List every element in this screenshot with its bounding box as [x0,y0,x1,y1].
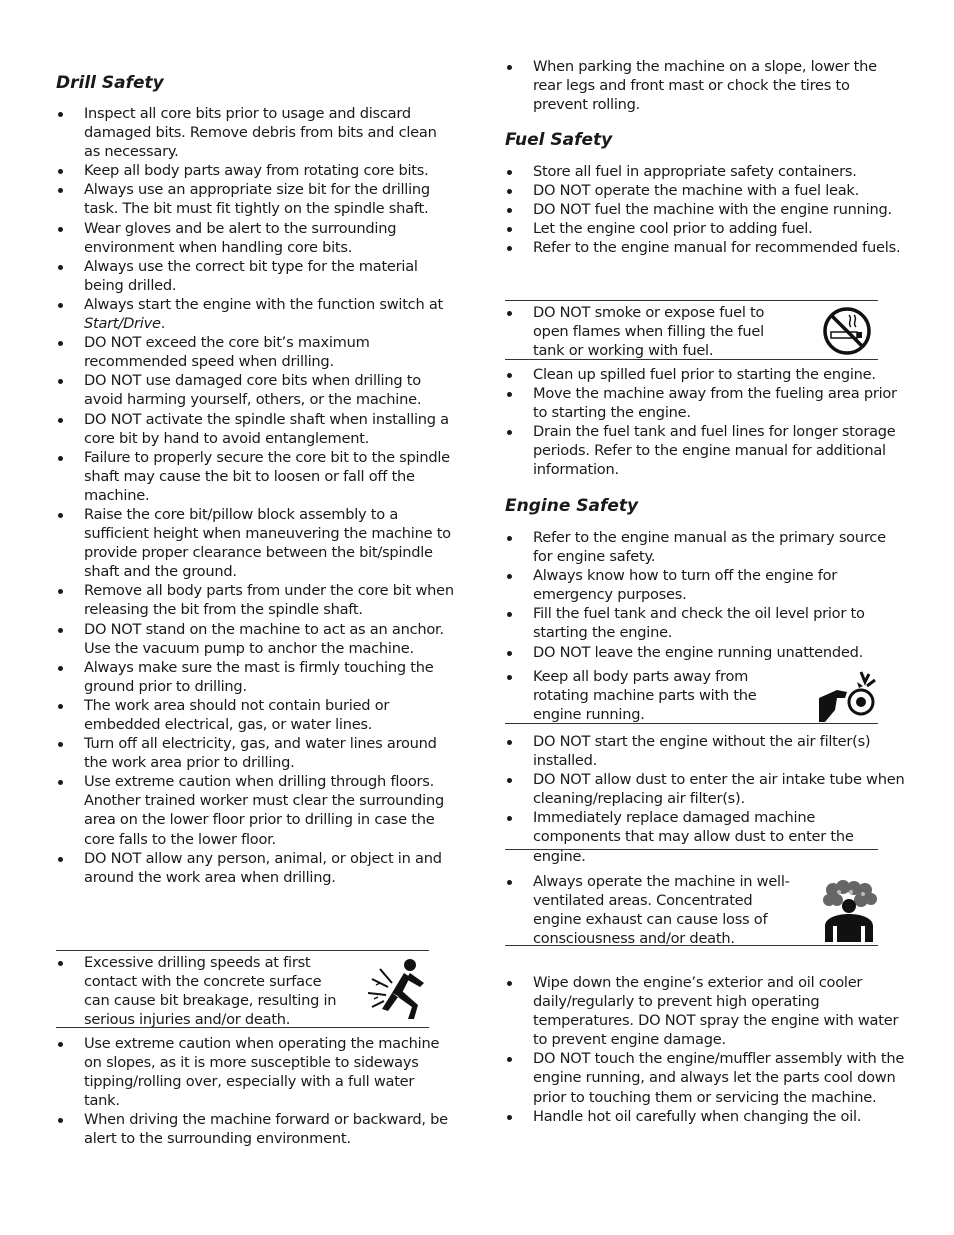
list-item: Fill the fuel tank and check the oil level prior to starting the engine. [505,604,905,642]
list-item: Let the engine cool prior to adding fuel. [505,219,905,238]
list-item: DO NOT allow any person, animal, or object in and around the work area when drilling. [56,849,454,887]
list-item: Use extreme caution when drilling through floors. Another trained worker must clear the surrounding area on the lower floor prior to drilling in case the core falls to the lower floor. [56,772,454,848]
list-item: Always know how to turn off the engine for emergency purposes. [505,566,905,604]
fuel-safety-heading: Fuel Safety [505,130,613,150]
fuel-safety-list-continued [505,365,905,480]
drill-warning-box [56,950,429,1028]
fuel-safety-list [505,162,905,257]
list-item: Drain the fuel tank and fuel lines for longer storage periods. Refer to the engine manual for additional information. [505,422,905,479]
list-item: DO NOT activate the spindle shaft when installing a core bit by hand to avoid entanglement. [56,410,454,448]
list-item: Immediately replace damaged machine components that may allow dust to enter the engine. [505,808,905,865]
list-item: Wipe down the engine’s exterior and oil cooler daily/regularly to prevent high operating temperatures. DO NOT spray the engine with water to prevent engine damage. [505,973,905,1049]
list-item: DO NOT touch the engine/muffler assembly with the engine running, and always let the parts cool down prior to touching them or servicing the machine. [505,1049,905,1106]
list-item: Wear gloves and be alert to the surrounding environment when handling core bits. [56,219,454,257]
list-item: DO NOT exceed the core bit’s maximum recommended speed when drilling. [56,333,454,371]
list-item: Turn off all electricity, gas, and water lines around the work area prior to drilling. [56,734,454,772]
engine-warning-box-2 [505,849,878,946]
list-item: Store all fuel in appropriate safety containers. [505,162,905,181]
engine-safety-list-mid [505,732,905,866]
fuel-warning-box [505,300,878,360]
drill-safety-list-continued [56,1034,454,1149]
person-thrown-by-drill-icon [366,957,430,1021]
list-item: The work area should not contain buried or embedded electrical, gas, or water lines. [56,696,454,734]
list-item: DO NOT operate the machine with a fuel leak. [505,181,905,200]
list-item: Raise the core bit/pillow block assembly to a sufficient height when maneuvering the machine to provide proper clearance between the bit/spindle shaft and the ground. [56,505,454,581]
drill-safety-list-end [505,57,905,114]
engine-safety-list-continued [505,973,905,1126]
drill-safety-heading: Drill Safety [56,73,164,93]
list-item: Handle hot oil carefully when changing the oil. [505,1107,905,1126]
warning-text: Always operate the machine in well-ventilated areas. Concentrated engine exhaust can cause loss of consciousness and/or death. [505,872,801,948]
list-item: Always start the engine with the function switch at Start/Drive. [56,295,454,333]
warning-text: Excessive drilling speeds at first contact with the concrete surface can cause bit breakage, resulting in serious injuries and/or death. [56,953,346,1029]
list-item: DO NOT fuel the machine with the engine running. [505,200,905,219]
list-item: When driving the machine forward or backward, be alert to the surrounding environment. [56,1110,454,1148]
list-item: Always use the correct bit type for the material being drilled. [56,257,454,295]
list-item: Clean up spilled fuel prior to starting the engine. [505,365,905,384]
list-item: Inspect all core bits prior to usage and discard damaged bits. Remove debris from bits and clean as necessary. [56,104,454,161]
engine-safety-heading: Engine Safety [505,496,639,516]
list-item: DO NOT start the engine without the air filter(s) installed. [505,732,905,770]
warning-text: Keep all body parts away from rotating machine parts with the engine running. [505,667,795,724]
list-item: Use extreme caution when operating the machine on slopes, as it is more susceptible to sideways tipping/rolling over, especially with a full water tank. [56,1034,454,1110]
drill-safety-list [56,104,454,887]
list-item: DO NOT leave the engine running unattended. [505,643,905,662]
list-item: Always make sure the mast is firmly touching the ground prior to drilling. [56,658,454,696]
warning-text: DO NOT smoke or expose fuel to open flames when filling the fuel tank or working with fuel. [505,303,785,360]
list-item: Refer to the engine manual for recommended fuels. [505,238,905,257]
list-item: DO NOT use damaged core bits when drilling to avoid harming yourself, others, or the machine. [56,371,454,409]
list-item: Always use an appropriate size bit for the drilling task. The bit must fit tightly on the spindle shaft. [56,180,454,218]
list-item: DO NOT stand on the machine to act as an anchor. Use the vacuum pump to anchor the machine. [56,620,454,658]
hand-entanglement-icon [817,668,877,722]
list-item: DO NOT allow dust to enter the air intake tube when cleaning/replacing air filter(s). [505,770,905,808]
list-item: Keep all body parts away from rotating core bits. [56,161,454,180]
list-item: Remove all body parts from under the core bit when releasing the bit from the spindle shaft. [56,581,454,619]
list-item: When parking the machine on a slope, lower the rear legs and front mast or chock the tires to prevent rolling. [505,57,905,114]
engine-safety-list [505,528,905,662]
no-smoking-icon [821,305,873,357]
list-item: Refer to the engine manual as the primary source for engine safety. [505,528,905,566]
toxic-fumes-icon [821,880,879,942]
list-item: Move the machine away from the fueling area prior to starting the engine. [505,384,905,422]
engine-warning-box-1 [505,666,878,724]
list-item: Failure to properly secure the core bit to the spindle shaft may cause the bit to loosen or fall off the machine. [56,448,454,505]
